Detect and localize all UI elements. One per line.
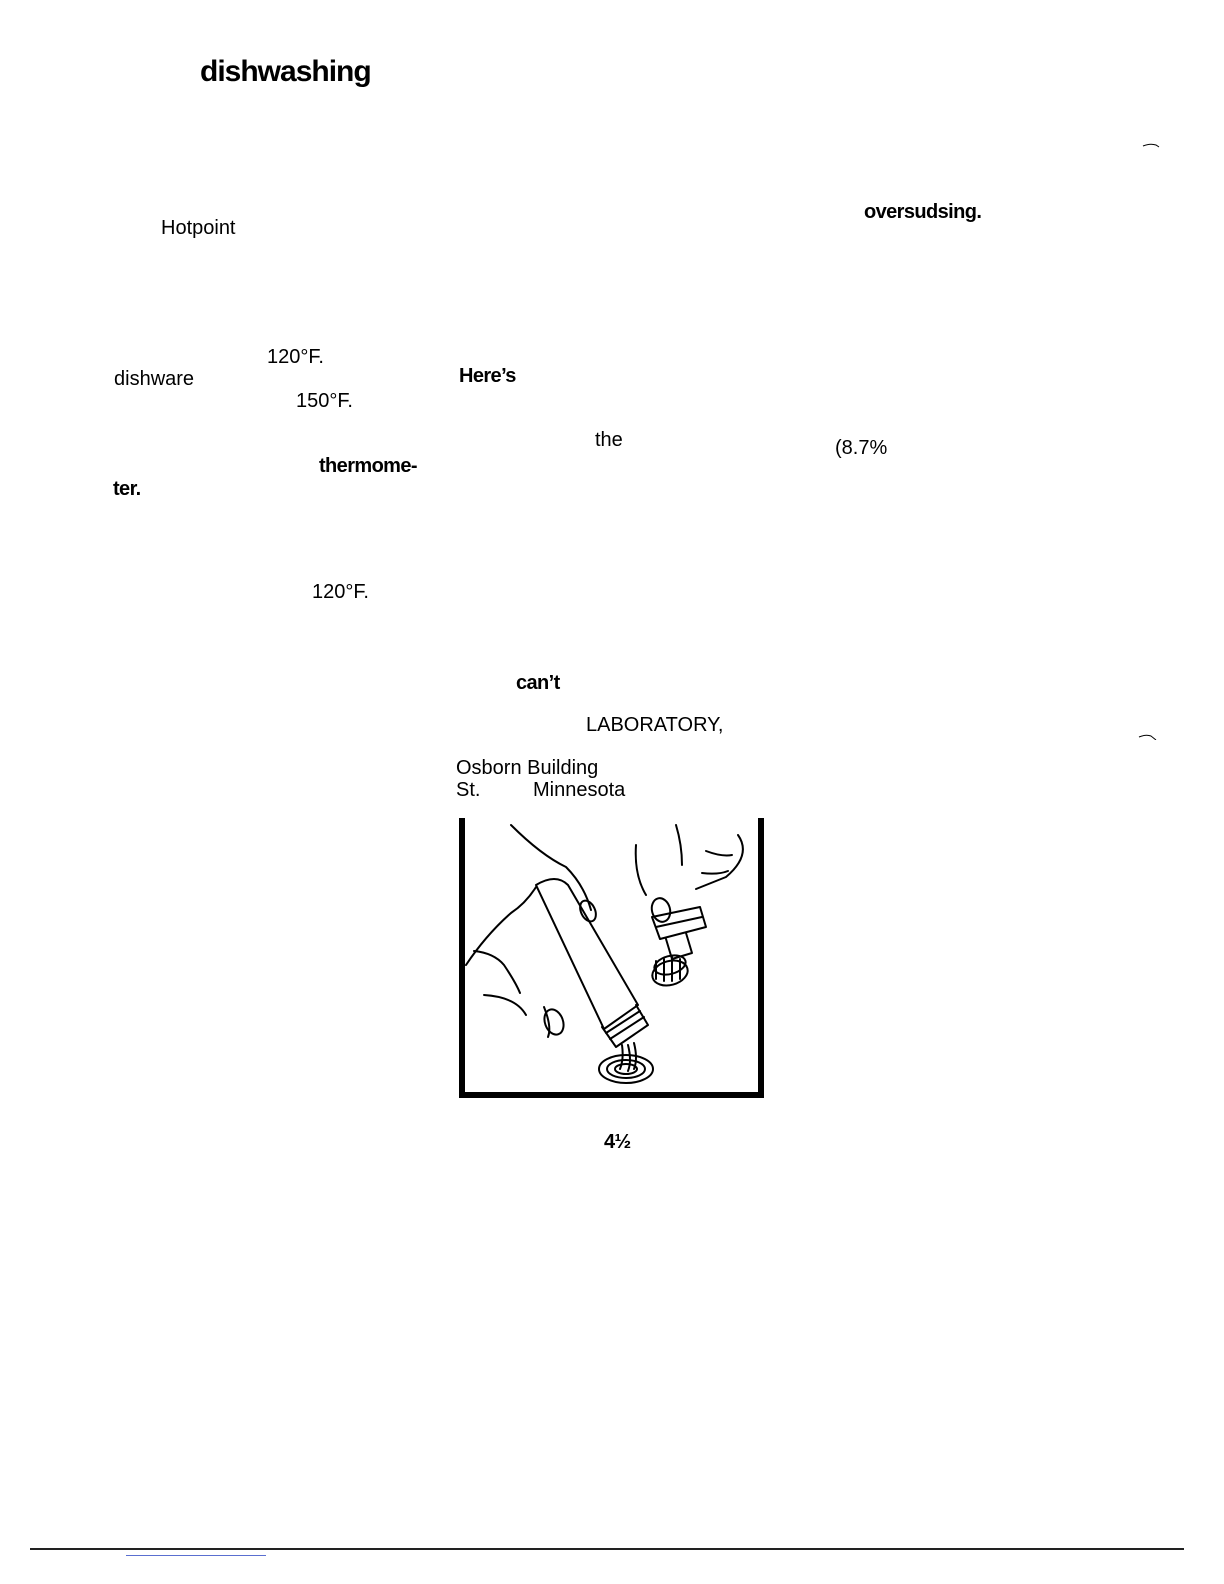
text-minnesota: Minnesota (533, 779, 626, 801)
footer-link-underline[interactable] (126, 1555, 266, 1556)
text-temp-150: 150°F. (296, 390, 353, 412)
text-oversudsing: oversudsing. (864, 201, 982, 223)
text-temp-120-second: 120°F. (312, 581, 369, 603)
scan-mark-top (1142, 142, 1162, 148)
text-percent: (8.7% (835, 437, 888, 459)
page-title: dishwashing (200, 55, 371, 88)
text-st: St. (456, 779, 481, 801)
text-osborn-building: Osborn Building (456, 757, 599, 779)
text-temp-120-first: 120°F. (267, 346, 324, 368)
text-heres: Here’s (459, 365, 516, 387)
text-hotpoint: Hotpoint (161, 217, 236, 239)
text-laboratory: LABORATORY, (586, 714, 724, 736)
text-the: the (595, 429, 623, 451)
footer-rule (30, 1548, 1184, 1550)
hands-pouring-bottle-illustration (456, 815, 768, 1100)
text-cant: can’t (516, 672, 560, 694)
text-thermome: thermome- (319, 455, 417, 477)
text-dishware: dishware (114, 368, 195, 390)
text-ter: ter. (113, 478, 141, 500)
text-fraction: 4½ (604, 1131, 631, 1153)
scan-mark-middle (1138, 734, 1158, 740)
